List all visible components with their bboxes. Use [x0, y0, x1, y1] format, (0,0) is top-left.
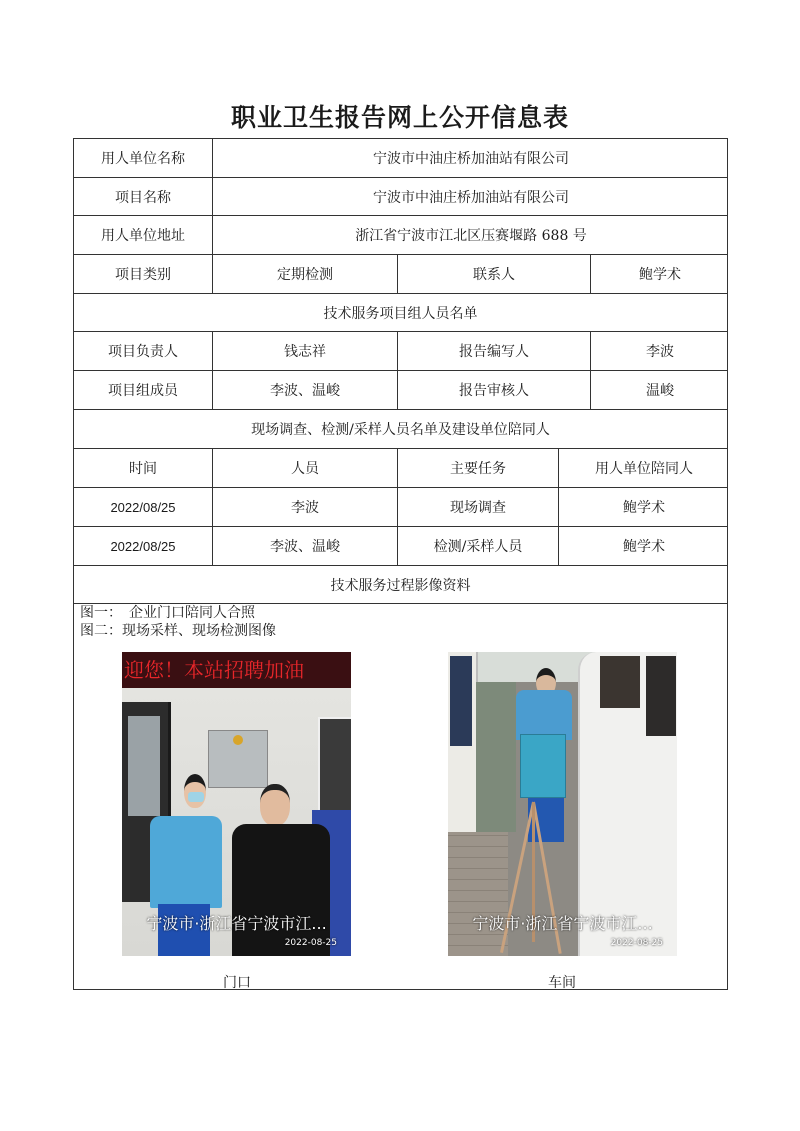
contact-label: 联系人: [398, 255, 591, 293]
lead-value: 钱志祥: [213, 332, 398, 370]
table-row: [74, 488, 727, 527]
column-header-companion: 用人单位陪同人: [595, 461, 693, 477]
row-task: 检测/采样人员: [398, 527, 559, 565]
members-value: 李波、温峻: [213, 371, 398, 409]
person-man-head: [260, 784, 290, 826]
employer-name-row: [74, 139, 727, 178]
survey-heading-row: [74, 410, 727, 449]
team-heading: 技术服务项目组人员名单: [323, 305, 478, 322]
employer-name-value: 宁波市中油庄桥加油站有限公司: [373, 151, 569, 167]
face-mask: [188, 792, 204, 802]
project-name-row: [74, 178, 727, 216]
row-date: 2022/08/25: [74, 488, 213, 526]
row-personnel: 李波、温峻: [213, 527, 398, 565]
row-date: 2022/08/25: [74, 527, 213, 565]
column-header-task: 主要任务: [398, 449, 559, 487]
row-companion: 鲍学术: [623, 500, 665, 516]
person-man-shirt: [232, 824, 330, 956]
figure-caption-1: 图一： 企业门口陪同人合照: [80, 605, 255, 621]
photo-watermark: 宁波市·浙江省宁波市江...: [146, 914, 327, 933]
survey-header-row: [74, 449, 727, 488]
address-value: 浙江省宁波市江北区压赛堰路 688 号: [355, 228, 587, 244]
entrance-photo[interactable]: [122, 652, 351, 956]
address-label: 用人单位地址: [74, 216, 213, 254]
sampling-instrument: [520, 734, 566, 798]
project-name-label: 项目名称: [74, 178, 213, 215]
team-heading-row: [74, 294, 727, 332]
category-value: 定期检测: [213, 255, 398, 293]
images-section: [74, 604, 727, 990]
workshop-photo[interactable]: [448, 652, 677, 956]
photo-watermark: 宁波市·浙江省宁波市江...: [472, 914, 653, 933]
category-label: 项目类别: [74, 255, 213, 293]
photo-date: 2022-08-25: [284, 938, 337, 948]
reviewer-value: 温峻: [646, 383, 674, 399]
led-sign: 迎您！本站招聘加油: [122, 652, 351, 688]
row-personnel: 李波: [213, 488, 398, 526]
row-task: 现场调查: [398, 488, 559, 526]
column-header-time: 时间: [74, 449, 213, 487]
reviewer-label: 报告审核人: [398, 371, 591, 409]
figure-captions: [80, 604, 276, 640]
members-row: [74, 371, 727, 410]
photo-date: 2022-08-25: [610, 938, 663, 948]
lead-row: [74, 332, 727, 371]
page-title: 职业卫生报告网上公开信息表: [230, 103, 569, 132]
column-header-personnel: 人员: [213, 449, 398, 487]
table-row: [74, 527, 727, 566]
workshop-photo-label: 车间: [548, 975, 576, 991]
contact-value: 鲍学术: [639, 267, 681, 283]
address-row: [74, 216, 727, 255]
wall-plaque: [208, 730, 268, 788]
images-heading-row: [74, 566, 727, 604]
person-woman-shirt: [150, 816, 222, 908]
writer-value: 李波: [646, 344, 674, 360]
project-name-value: 宁波市中油庄桥加油站有限公司: [373, 189, 569, 206]
images-heading: 技术服务过程影像资料: [330, 577, 471, 594]
info-table: [73, 138, 728, 990]
members-label: 项目组成员: [74, 371, 213, 409]
person-worker-shirt: [516, 690, 572, 740]
survey-heading: 现场调查、检测/采样人员名单及建设单位陪同人: [251, 422, 550, 438]
category-row: [74, 255, 727, 294]
figure-caption-2: 图二：现场采样、现场检测图像: [80, 623, 276, 639]
lead-label: 项目负责人: [74, 332, 213, 370]
writer-label: 报告编写人: [398, 332, 591, 370]
row-companion: 鲍学术: [623, 539, 665, 555]
entrance-photo-label: 门口: [223, 975, 251, 991]
person-woman-head: [184, 774, 206, 808]
employer-name-label: 用人单位名称: [74, 139, 213, 177]
